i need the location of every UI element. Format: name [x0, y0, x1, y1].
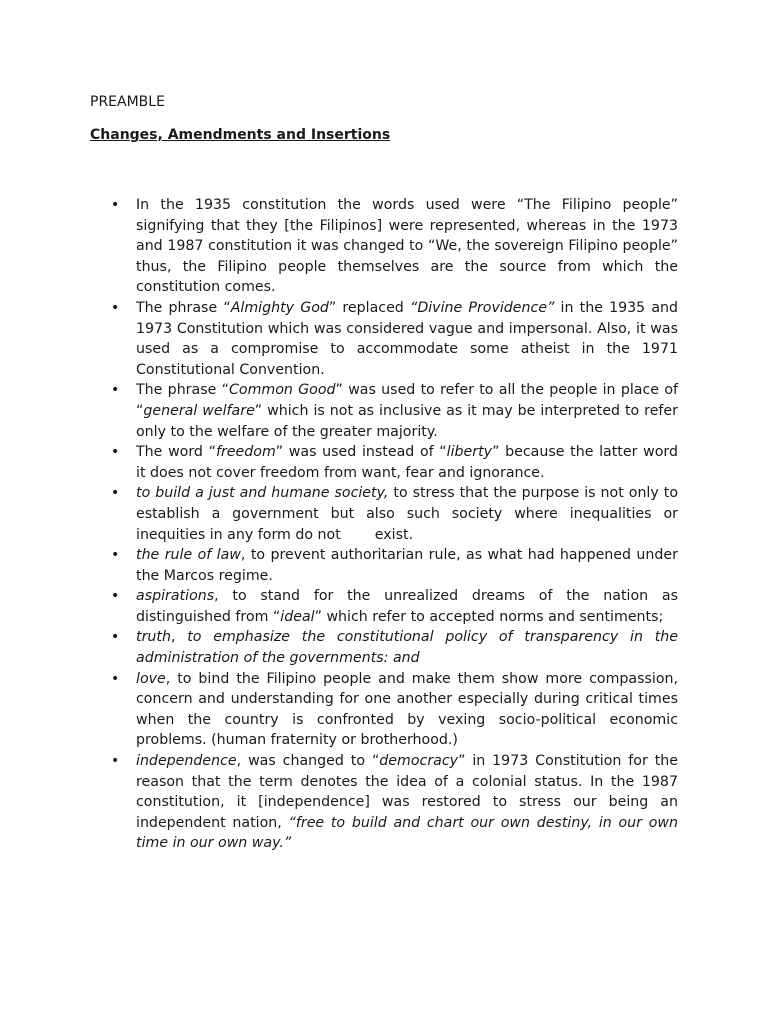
text-segment: aspirations	[136, 588, 215, 605]
list-item	[90, 586, 678, 627]
text-segment: The phrase “	[136, 299, 231, 316]
text-segment: truth	[136, 629, 171, 646]
bullet-icon: •	[111, 382, 120, 399]
bullet-icon: •	[111, 547, 120, 564]
text-segment: ” which is not as inclusive as it may be interpreted to refer only to the welfare of the greater majority.	[136, 402, 678, 440]
bullet-list	[90, 195, 678, 854]
text-segment: in the 1935 and 1973 Constitution which was considered vague and impersonal. Also, it was used as a compromise to accommodate some atheist in the 1971 Constitutional Convention.	[136, 299, 679, 378]
text-segment: , to bind the Filipino people and make them show more compassion, concern and understanding for one another especially during critical times when the country is confronted by vexing socio-political economic problems. (human fraternity or brotherhood.)	[136, 670, 678, 749]
text-segment: freedom	[215, 444, 276, 461]
list-item	[90, 483, 678, 545]
section-title: Changes, Amendments and Insertions	[90, 127, 391, 143]
bullet-icon: •	[111, 485, 120, 502]
bullet-icon: •	[111, 299, 120, 316]
text-segment: the rule of law	[136, 547, 241, 564]
text-segment: ,	[170, 629, 188, 646]
list-item-text	[136, 586, 678, 627]
bullet-icon: •	[111, 444, 120, 461]
list-item-text	[136, 627, 678, 668]
text-segment: ” was used instead of “	[275, 444, 447, 461]
page-title: PREAMBLE	[90, 94, 165, 110]
text-segment: ” in 1973 Constitution for the reason that the term denotes the idea of a colonial status. In the 1987 constitution, it [independence] was restored to stress our being an independent nation,	[136, 753, 678, 831]
list-item-text	[136, 483, 678, 545]
text-segment: , to prevent authoritarian rule, as what had happened under the Marcos regime.	[136, 547, 678, 584]
text-segment: general welfare	[143, 402, 255, 419]
text-segment: Almighty God	[230, 299, 329, 316]
list-item-text	[136, 442, 678, 483]
text-segment: exist.	[374, 526, 414, 543]
list-item	[90, 298, 678, 380]
text-segment: The word “	[136, 444, 216, 461]
list-item-text	[136, 669, 678, 751]
list-item-text	[136, 298, 678, 380]
list-item	[90, 380, 678, 442]
text-segment: , to stand for the unrealized dreams of the nation as distinguished from “	[136, 588, 678, 625]
text-segment: ” which refer to accepted norms and sentiments;	[314, 608, 664, 625]
text-segment: In the 1935 constitution the words used were “The Filipino people” signifying that they [the Filipinos] were represented, whereas in the 1973 and 1987 constitution it was changed to “We, the sovereign Filipino people” thus, the Filipino people themselves are the source from which the constitution comes.	[136, 197, 678, 296]
text-segment: The phrase “	[136, 382, 229, 399]
text-segment: Common Good	[228, 382, 336, 399]
list-item	[90, 669, 678, 751]
list-item	[90, 751, 678, 854]
bullet-icon: •	[111, 629, 120, 646]
text-segment: to emphasize the constitutional policy of transparency in the administration of the governments: and	[136, 629, 678, 667]
text-segment: democracy	[379, 753, 459, 770]
text-segment: ” replaced	[328, 299, 410, 316]
list-item	[90, 442, 678, 483]
bullet-icon: •	[111, 588, 120, 605]
text-segment: independence	[136, 753, 237, 770]
bullet-icon: •	[111, 197, 120, 213]
text-segment: “Divine Providence”	[409, 299, 555, 316]
text-segment: , was changed to “	[236, 753, 380, 770]
text-segment: love	[136, 670, 166, 687]
list-item	[90, 627, 678, 668]
text-segment: to stress that the purpose is not only to establish a government but also such society where inequalities or inequities in any form do not	[136, 485, 678, 543]
text-segment: “free to build and chart our own destiny, in our own time in our own way.”	[136, 814, 679, 852]
list-item-text	[136, 380, 678, 442]
list-item-text	[136, 751, 678, 854]
text-segment: ” because the latter word it does not cover freedom from want, fear and ignorance.	[136, 444, 678, 481]
text-segment: liberty	[446, 444, 493, 461]
text-segment: to build a just and humane society,	[136, 485, 389, 502]
list-item	[90, 195, 678, 298]
list-item-text	[136, 545, 678, 586]
list-item	[90, 545, 678, 586]
bullet-icon: •	[111, 670, 120, 687]
text-segment: ” was used to refer to all the people in place of “	[136, 382, 678, 419]
list-item-text	[136, 195, 678, 298]
bullet-icon: •	[111, 753, 120, 770]
text-segment: ideal	[280, 608, 315, 625]
